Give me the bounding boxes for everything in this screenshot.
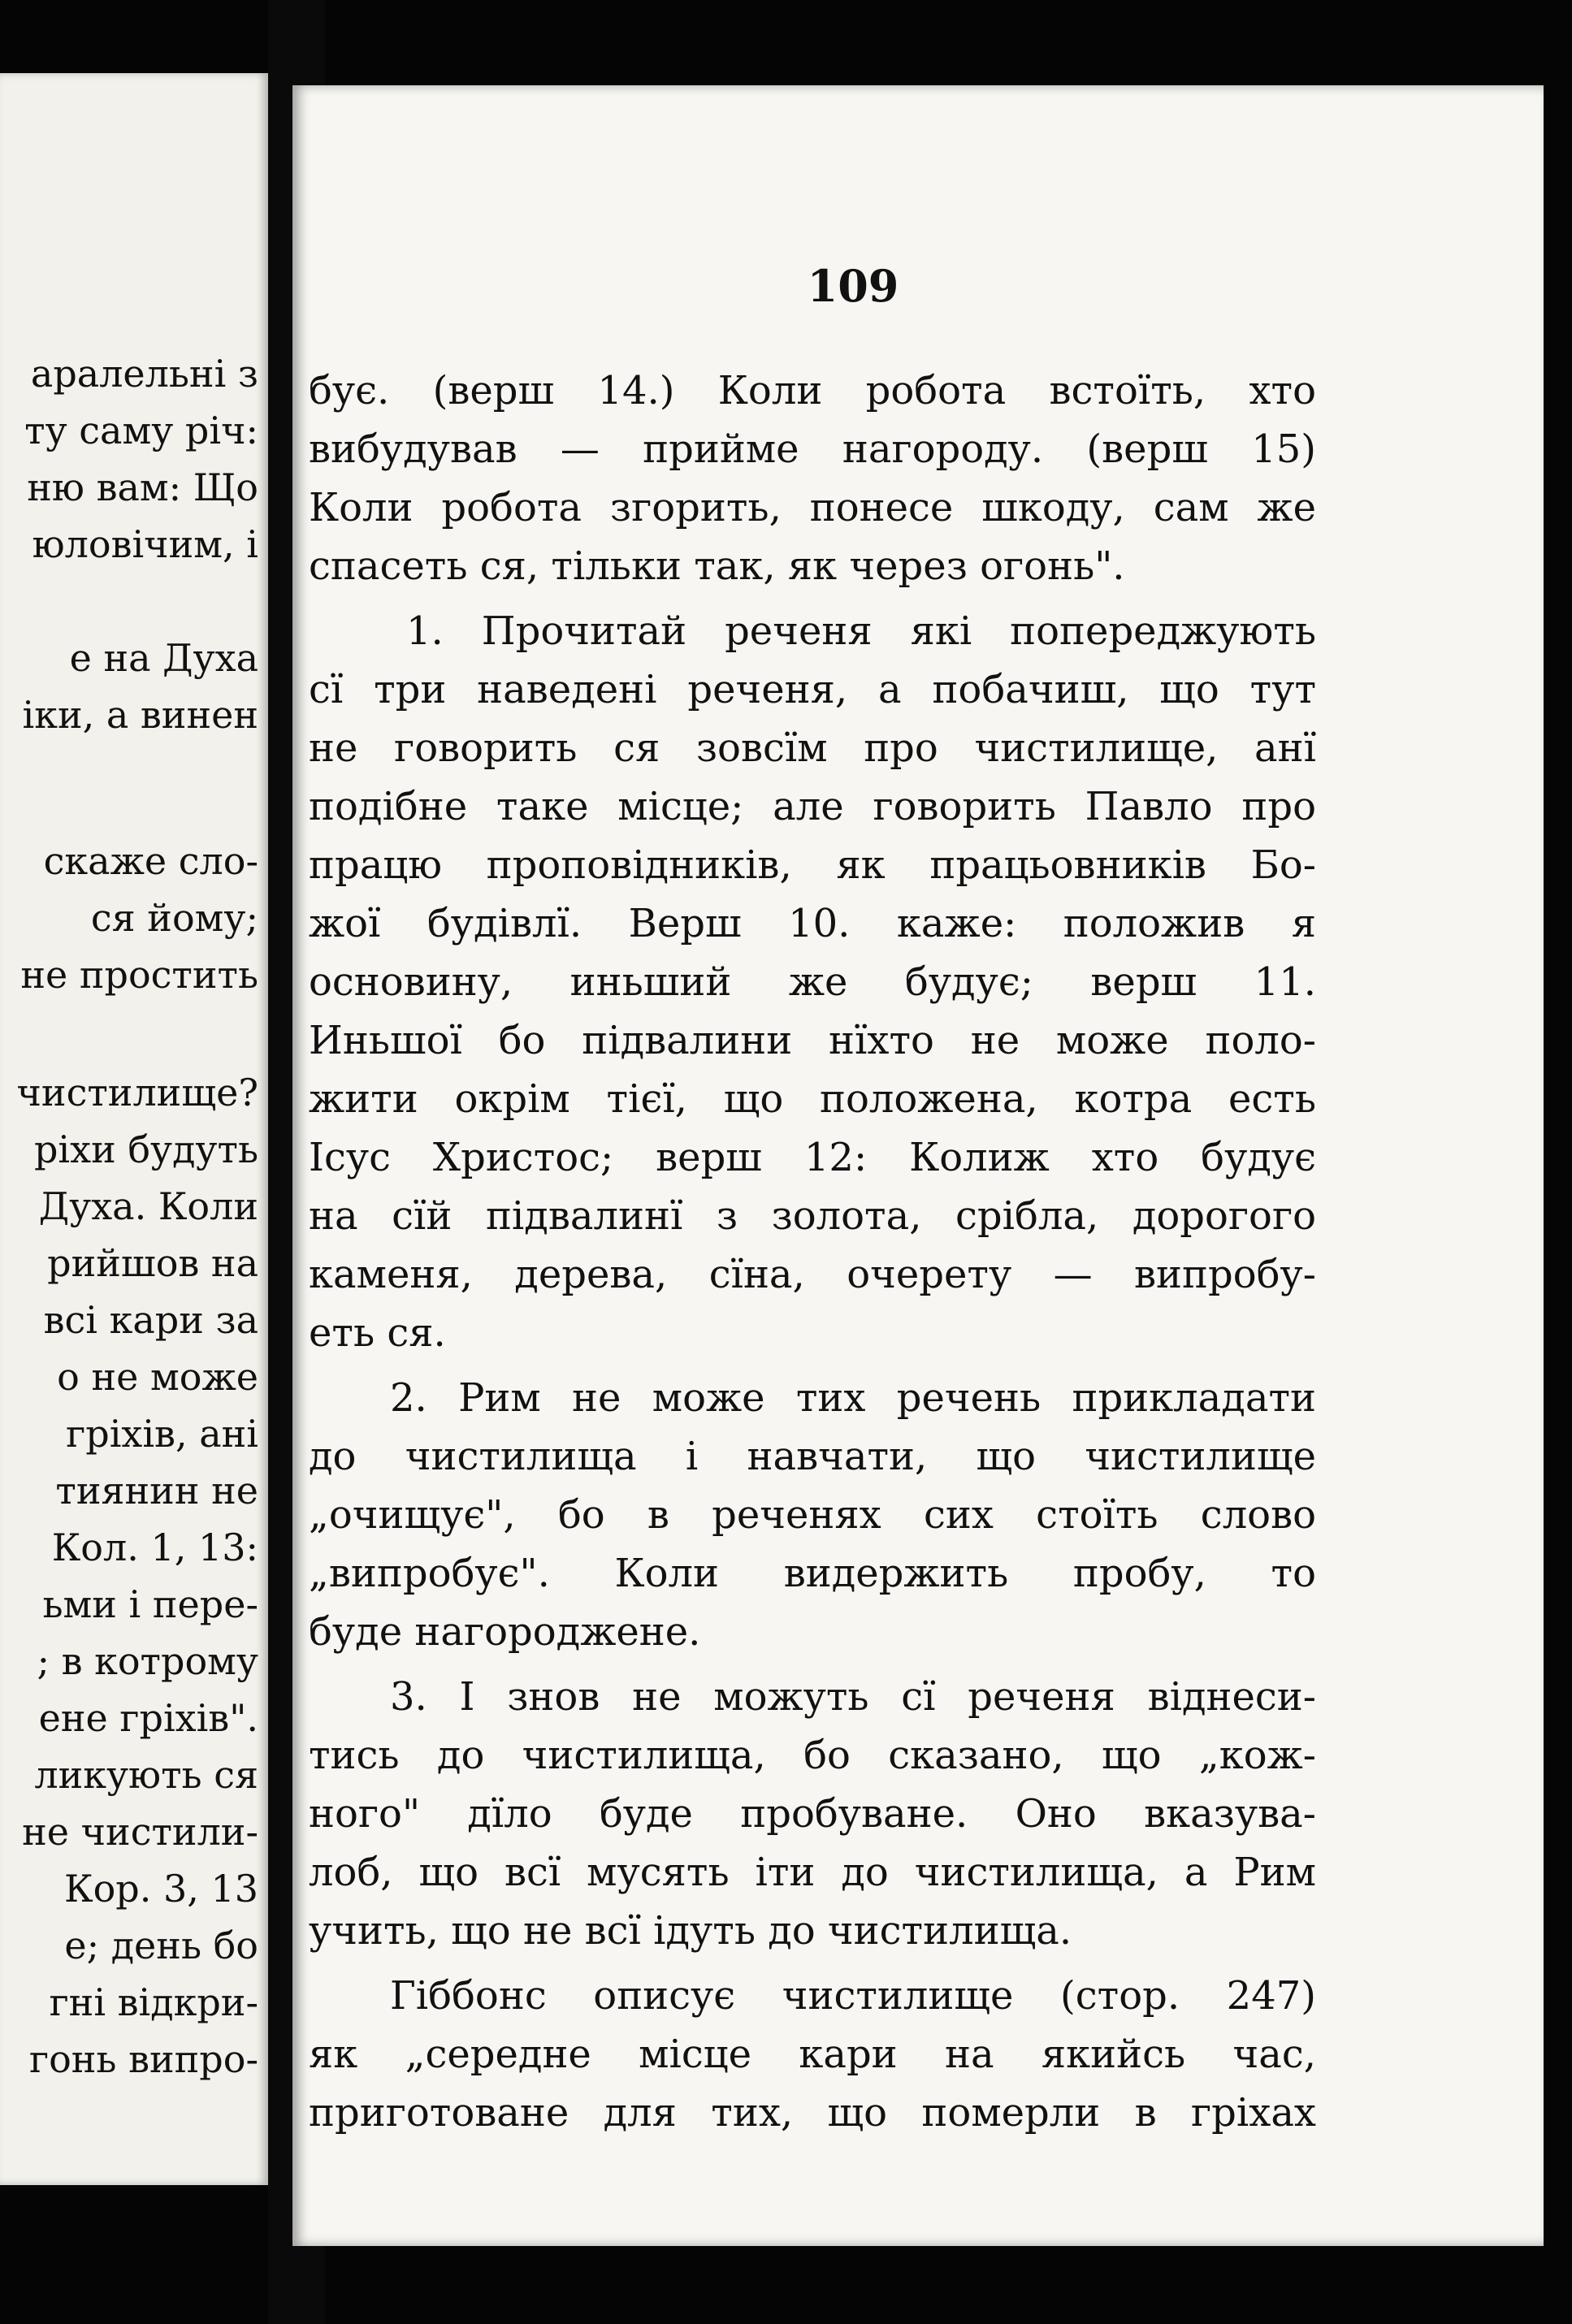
left-text-line: е; день бо: [64, 1924, 258, 1967]
left-text-line: Духа. Коли: [38, 1184, 258, 1228]
left-text-line: гні відкри-: [49, 1980, 258, 2024]
left-text-line: ликують ся: [34, 1753, 258, 1797]
left-text-line: не чистили-: [22, 1810, 258, 1854]
left-text-line: іки, а винен: [22, 693, 258, 737]
left-text-line: всі кари за: [43, 1298, 258, 1342]
text-line: до чистилища і навчати, що чистилище: [309, 1434, 1316, 1479]
text-line: буде нагороджене.: [309, 1609, 701, 1655]
text-line: на сїй підвалинї з золота, срібла, дорогого: [309, 1193, 1316, 1239]
text-line: приготоване для тих, що померли в гріхах: [309, 2090, 1316, 2136]
text-line: вибудував — прийме нагороду. (верш 15): [309, 426, 1316, 472]
text-line: тись до чистилища, бо сказано, що „кож-: [309, 1733, 1316, 1778]
page-number: 109: [807, 260, 899, 312]
left-text-line: тиянин не: [55, 1469, 258, 1513]
text-line: Коли робота згорить, понесе шкоду, сам же: [309, 485, 1316, 530]
left-text-line: ене гріхів".: [38, 1696, 258, 1740]
text-line: 1. Прочитай реченя які попереджують: [406, 608, 1316, 654]
left-text-line: Кол. 1, 13:: [51, 1526, 258, 1569]
text-line: як „середне місце кари на якийсь час,: [309, 2032, 1316, 2077]
text-line: працю проповідників, як працьовників Бо-: [309, 842, 1316, 888]
text-line: ного" дїло буде пробуване. Оно вказува-: [309, 1791, 1316, 1837]
previous-page-fragment: [0, 73, 268, 2185]
text-line: Иньшої бо підвалини нїхто не може поло-: [309, 1018, 1316, 1063]
left-text-line: гріхів, ані: [66, 1412, 258, 1456]
left-text-line: скаже сло-: [43, 839, 258, 883]
text-line: 2. Рим не може тих речень прикладати: [390, 1375, 1316, 1421]
text-line: 3. І знов не можуть сї реченя віднеси-: [390, 1674, 1316, 1720]
left-text-line: ся йому;: [90, 896, 258, 940]
text-line: не говорить ся зовсїм про чистилище, анї: [309, 725, 1316, 771]
text-line: „випробує". Коли видержить пробу, то: [309, 1551, 1316, 1596]
left-text-line: е на Духа: [69, 636, 258, 680]
text-line: Ісус Христос; верш 12: Колиж хто будує: [309, 1135, 1316, 1180]
left-text-line: чистилище?: [16, 1071, 258, 1114]
left-text-line: юловічим, і: [32, 522, 258, 566]
current-page: [292, 85, 1544, 2246]
left-text-line: ту саму річ:: [24, 409, 258, 452]
text-line: жити окрім тієї, що положена, котра есть: [309, 1076, 1316, 1122]
text-line: лоб, що всї мусять іти до чистилища, а Рим: [309, 1850, 1316, 1895]
text-line: основину, иньший же будує; верш 11.: [309, 959, 1316, 1005]
text-line: „очищує", бо в реченях сих стоїть слово: [309, 1492, 1316, 1538]
left-text-line: о не може: [57, 1355, 258, 1399]
left-text-line: Кор. 3, 13: [63, 1867, 258, 1911]
text-line: учить, що не всї ідуть до чистилища.: [309, 1908, 1072, 1954]
left-text-line: ню вам: Що: [27, 465, 258, 509]
left-text-line: не простить: [20, 953, 258, 997]
left-text-line: аралельні з: [30, 352, 258, 396]
text-line: Гіббонс описує чистилище (стор. 247): [390, 1973, 1316, 2019]
left-text-line: ; в котрому: [37, 1639, 258, 1683]
left-text-line: гонь випро-: [28, 2037, 258, 2081]
text-line: еть ся.: [309, 1310, 446, 1356]
text-line: каменя, дерева, сїна, очерету — випробу-: [309, 1252, 1316, 1297]
left-text-line: рийшов на: [47, 1241, 258, 1285]
text-line: спасеть ся, тільки так, як через огонь".: [309, 543, 1125, 589]
left-text-line: ріхи будуть: [33, 1127, 258, 1171]
text-line: бує. (верш 14.) Коли робота встоїть, хто: [309, 368, 1316, 413]
text-line: подібне таке місце; але говорить Павло про: [309, 784, 1316, 829]
left-text-line: ьми і пере-: [42, 1582, 258, 1626]
text-line: сї три наведені реченя, а побачиш, що тут: [309, 667, 1316, 712]
text-line: жої будівлї. Верш 10. каже: положив я: [309, 901, 1316, 946]
